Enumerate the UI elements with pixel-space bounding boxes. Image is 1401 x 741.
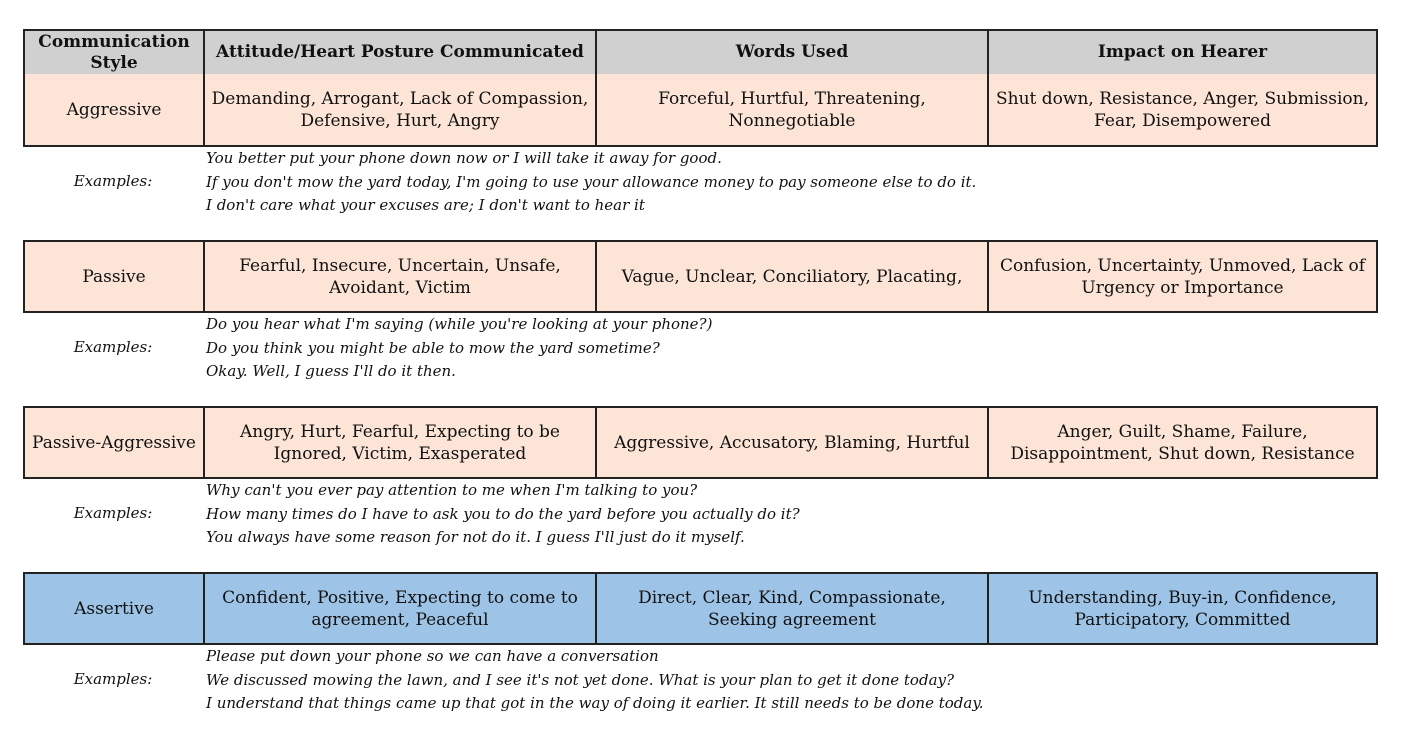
impact-cell: Shut down, Resistance, Anger, Submission, Fear, Disempowered (987, 74, 1378, 145)
words-cell: Vague, Unclear, Conciliatory, Placating, (595, 242, 987, 311)
example-line: How many times do I have to ask you to do the yard before you actually do it? (206, 504, 800, 523)
table-row-passive-aggressive (23, 406, 1378, 479)
examples-aggressive (23, 147, 1378, 217)
words-cell: Aggressive, Accusatory, Blaming, Hurtful (595, 408, 987, 477)
examples-passive-aggressive (23, 479, 1378, 549)
examples-label: Examples: (73, 338, 153, 356)
example-line: I don't care what your excuses are; I don't want to hear it (206, 196, 645, 214)
example-line: Okay. Well, I guess I'll do it then. (206, 362, 456, 380)
example-line: Please put down your phone so we can have a conversation (206, 647, 659, 665)
examples-label: Examples: (73, 172, 153, 190)
examples-list (206, 313, 712, 384)
impact-cell: Understanding, Buy-in, Confidence, Participatory, Committed (987, 574, 1378, 643)
example-line: Why can't you ever pay attention to me when I'm talking to you? (206, 481, 698, 499)
attitude-cell: Confident, Positive, Expecting to come to agreement, Peaceful (203, 574, 595, 643)
words-cell: Forceful, Hurtful, Threatening, Nonnegotiable (595, 74, 987, 145)
attitude-cell: Demanding, Arrogant, Lack of Compassion, Defensive, Hurt, Angry (203, 74, 595, 145)
table-row-aggressive (23, 74, 1378, 147)
words-cell: Direct, Clear, Kind, Compassionate, Seeking agreement (595, 574, 987, 643)
examples-label: Examples: (73, 504, 153, 522)
table-header (23, 29, 1378, 76)
examples-passive (23, 313, 1378, 383)
example-line: I understand that things came up that got in the way of doing it earlier. It still needs to be done today. (206, 694, 984, 712)
attitude-cell: Angry, Hurt, Fearful, Expecting to be Ignored, Victim, Exasperated (203, 408, 595, 477)
header-impact: Impact on Hearer (987, 31, 1378, 74)
example-line: Do you think you might be able to mow the yard sometime? (206, 338, 660, 357)
impact-cell: Confusion, Uncertainty, Unmoved, Lack of Urgency or Importance (987, 242, 1378, 311)
table-row-assertive (23, 572, 1378, 645)
examples-list (206, 479, 800, 550)
table-row-passive (23, 240, 1378, 313)
example-line: You always have some reason for not do it. I guess I'll just do it myself. (206, 528, 745, 546)
header-words-used: Words Used (595, 31, 987, 74)
header-communication-style: Communication Style (23, 31, 203, 74)
style-name: Aggressive (23, 74, 203, 145)
style-name: Passive (23, 242, 203, 311)
examples-list (206, 645, 984, 716)
examples-list (206, 147, 976, 218)
examples-assertive (23, 645, 1378, 715)
example-line: You better put your phone down now or I will take it away for good. (206, 149, 722, 167)
header-attitude: Attitude/Heart Posture Communicated (203, 31, 595, 74)
impact-cell: Anger, Guilt, Shame, Failure, Disappointment, Shut down, Resistance (987, 408, 1378, 477)
examples-label: Examples: (73, 670, 153, 688)
example-line: We discussed mowing the lawn, and I see it's not yet done. What is your plan to get it done today? (206, 670, 955, 689)
style-name: Assertive (23, 574, 203, 643)
example-line: Do you hear what I'm saying (while you're looking at your phone?) (206, 315, 713, 333)
example-line: If you don't mow the yard today, I'm going to use your allowance money to pay someone else to do it. (206, 172, 977, 191)
attitude-cell: Fearful, Insecure, Uncertain, Unsafe, Avoidant, Victim (203, 242, 595, 311)
style-name: Passive-Aggressive (23, 408, 203, 477)
